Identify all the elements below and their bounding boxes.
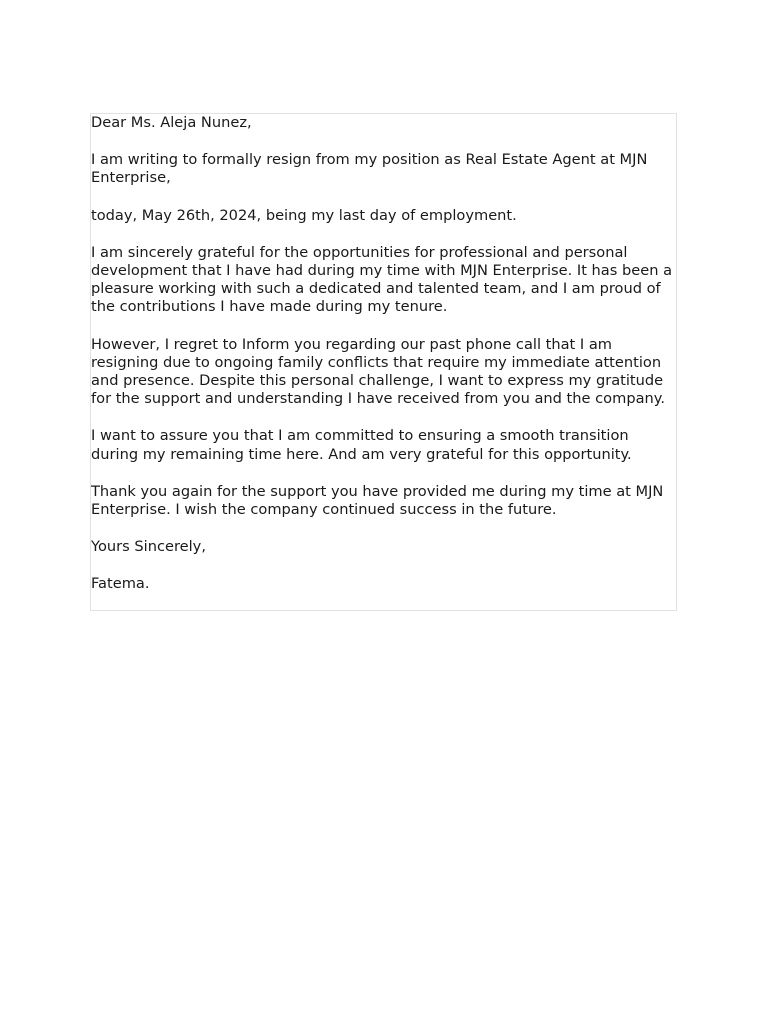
closing: Yours Sincerely,: [91, 538, 206, 556]
salutation: Dear Ms. Aleja Nunez,: [91, 114, 252, 131]
paragraph-transition: I want to assure you that I am committed to ensuring a smooth transition during my remaining time here. And am very grateful for this opportunity.: [91, 427, 632, 463]
paragraph-last-day: today, May 26th, 2024, being my last day of employment.: [91, 206, 517, 224]
paragraph-reason: However, I regret to Inform you regarding our past phone call that I am resigning due to ongoing family conflicts that require my immediate attention and presence. Despite this personal challenge, I want to express my gratitude for the support and understanding I have received from you and the company.: [91, 335, 665, 408]
signature: Fatema.: [91, 575, 150, 593]
letter-frame: [90, 113, 677, 611]
paragraph-thanks: Thank you again for the support you have provided me during my time at MJN Enterprise. I wish the company continued success in the future.: [91, 482, 664, 519]
paragraph-gratitude: I am sincerely grateful for the opportunities for professional and personal development that I have had during my time with MJN Enterprise. It has been a pleasure working with such a dedicated and talented team, and I am proud of the contributions I have made during my tenure.: [91, 243, 673, 316]
paragraph-resignation: I am writing to formally resign from my position as Real Estate Agent at MJN Enterprise,: [91, 151, 648, 187]
letter-body: [91, 114, 678, 594]
